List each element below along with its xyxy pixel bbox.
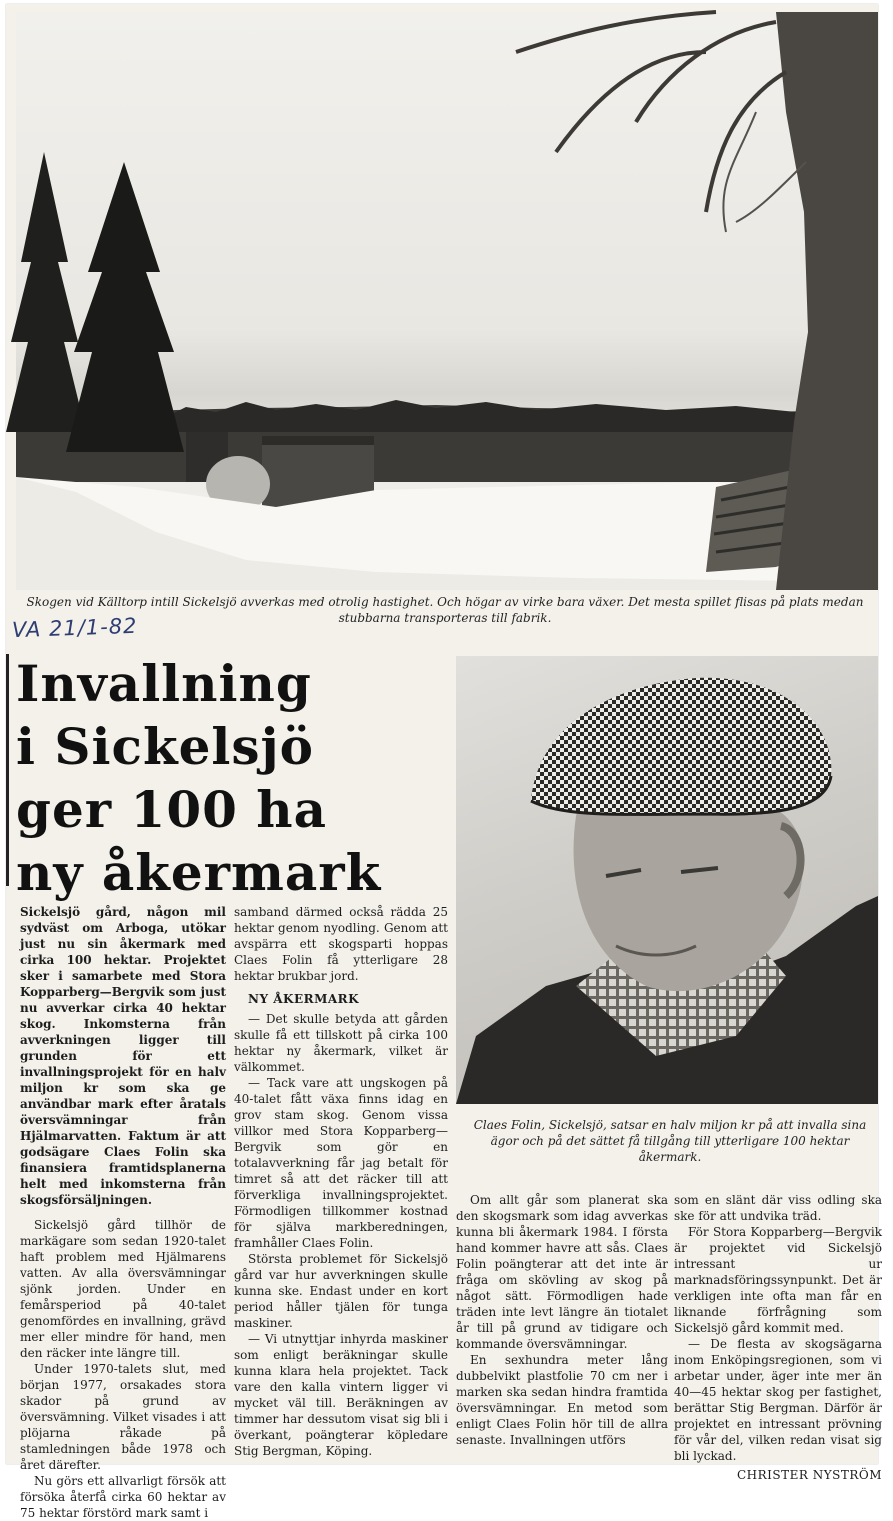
article-paragraph: som en slänt där viss odling ska ske för att undvika träd. xyxy=(674,1193,882,1223)
article-column-2 xyxy=(234,904,448,1459)
article-column-3 xyxy=(456,1192,668,1448)
newspaper-clipping xyxy=(6,4,882,1520)
byline: CHRISTER NYSTRÖM xyxy=(736,1468,882,1482)
article-paragraph: — Vi utnyttjar inhyrda maskiner som enligt beräkningar skulle kunna klara hela projektet. Tack vare den kalla vintern ligger vi mycket väl till. Beräkningen av timmer har dessutom visat sig bli i överkant, poängterar köpledare Stig Bergman, Köping. xyxy=(234,1332,448,1458)
article-paragraph: — Tack vare att ungskogen på 40-talet fått växa finns idag en grov stam skog. Genom vissa villkor med Stora Kopparberg—Bergvik som gör en totalavverkning får jag betalt för timret så att det räcker till att förverkliga invallningsprojektet. Förmodligen tillkommer kostnad för själva markberedningen, framhåller Claes Folin. xyxy=(234,1076,448,1250)
headline-line: i Sickelsjö xyxy=(16,717,314,776)
portrait-photo xyxy=(456,656,878,1104)
forest-photo-caption: Skogen vid Källtorp intill Sickelsjö avverkas med otrolig hastighet. Och högar av virke bara växer. Det mesta spillet flisas på plats medan stubbarna transporteras till fabrik. xyxy=(26,595,864,625)
portrait-photo-caption: Claes Folin, Sickelsjö, satsar en halv miljon kr på att invalla sina ägor och på det sättet få tillgång till ytterligare 100 hektar åkermark. xyxy=(473,1118,867,1164)
article-paragraph: Nu görs ett allvarligt försök att försöka återfå cirka 60 hektar av 75 hektar förstörd mark samt i xyxy=(20,1474,226,1520)
article-paragraph: — Det skulle betyda att gården skulle få ett tillskott på cirka 100 hektar ny åkermark, vilket är välkommet. xyxy=(234,1012,448,1074)
article-lead: Sickelsjö gård, någon mil sydväst om Arboga, utökar just nu sin åkermark med cirka 100 hektar. Projektet sker i samarbete med Stora Kopparberg—Bergvik som just nu avverkar cirka 40 hektar skog. Inkomsterna från avverkningen ligger till grunden för ett invallningsprojekt för en halv miljon kr som ska ge användbar mark efter åratals översvämningar från Hjälmarvatten. Faktum är att godsägare Claes Folin ska finansiera framtidsplanerna helt med inkomsterna från skogsförsäljningen. xyxy=(20,905,226,1207)
article-paragraph: Största problemet för Sickelsjö gård var hur avverkningen skulle kunna ske. Endast under en kort period håller tjälen för tunga maskiner. xyxy=(234,1252,448,1330)
headline-rule xyxy=(6,654,9,886)
subheading: NY ÅKERMARK xyxy=(248,992,360,1006)
article-column-1 xyxy=(20,904,226,1521)
headline-line: ger 100 ha xyxy=(16,780,328,839)
headline-line: Invallning xyxy=(16,654,312,713)
article-column-4 xyxy=(674,1192,882,1483)
article-paragraph: Sickelsjö gård tillhör de markägare som sedan 1920-talet haft problem med Hjälmarens vatten. Av alla översvämningar sjönk jorden. Under en femårsperiod på 40-talet genomfördes en invallning, grävd mer eller mindre för hand, men den räcker inte längre till. xyxy=(20,1218,226,1360)
portrait-illustration xyxy=(456,656,878,1104)
article-paragraph: En sexhundra meter lång dubbelvikt plastfolie 70 cm ner i marken ska sedan hindra framtida översvämningar. En metod som enligt Claes Folin hör till de allra senaste. Invallningen utförs xyxy=(456,1353,668,1447)
forest-photo xyxy=(16,12,878,590)
headline xyxy=(16,652,456,904)
article-paragraph: — De flesta av skogsägarna inom Enköpingsregionen, som vi arbetar under, äger inte mer än 40—45 hektar skog per fastighet, berättar Stig Bergman. Därför är projektet en intressant prövning för vår del, vilken redan visat sig bli lyckad. xyxy=(674,1337,882,1463)
article-paragraph: samband därmed också rädda 25 hektar genom nyodling. Genom att avspärra ett skogsparti hoppas Claes Folin få ytterligare 28 hektar brukbar jord. xyxy=(234,905,448,983)
handwritten-date: VA 21/1-82 xyxy=(11,613,138,643)
forest-scene-illustration xyxy=(16,12,878,590)
article-paragraph: Om allt går som planerat ska den skogsmark som idag avverkas kunna bli åkermark 1984. I första hand kommer havre att sås. Claes Folin poängterar att det inte är fråga om skövling av skog på något sätt. Förmodligen hade träden inte levt längre än tiotalet år till på grund av tidigare och kommande översvämningar. xyxy=(456,1193,668,1351)
headline-line: ny åkermark xyxy=(16,843,382,902)
article-paragraph: Under 1970-talets slut, med början 1977, orsakades stora skador på grund av översvämning. Vilket visades i att plöjarna råkade på stamledningen både 1978 och året därefter. xyxy=(20,1362,226,1472)
article-paragraph: För Stora Kopparberg—Bergvik är projektet vid Sickelsjö intressant ur marknadsföringssynpunkt. Det är verkligen inte ofta man får en liknande förfrågning som Sickelsjö gård kommit med. xyxy=(674,1225,882,1335)
